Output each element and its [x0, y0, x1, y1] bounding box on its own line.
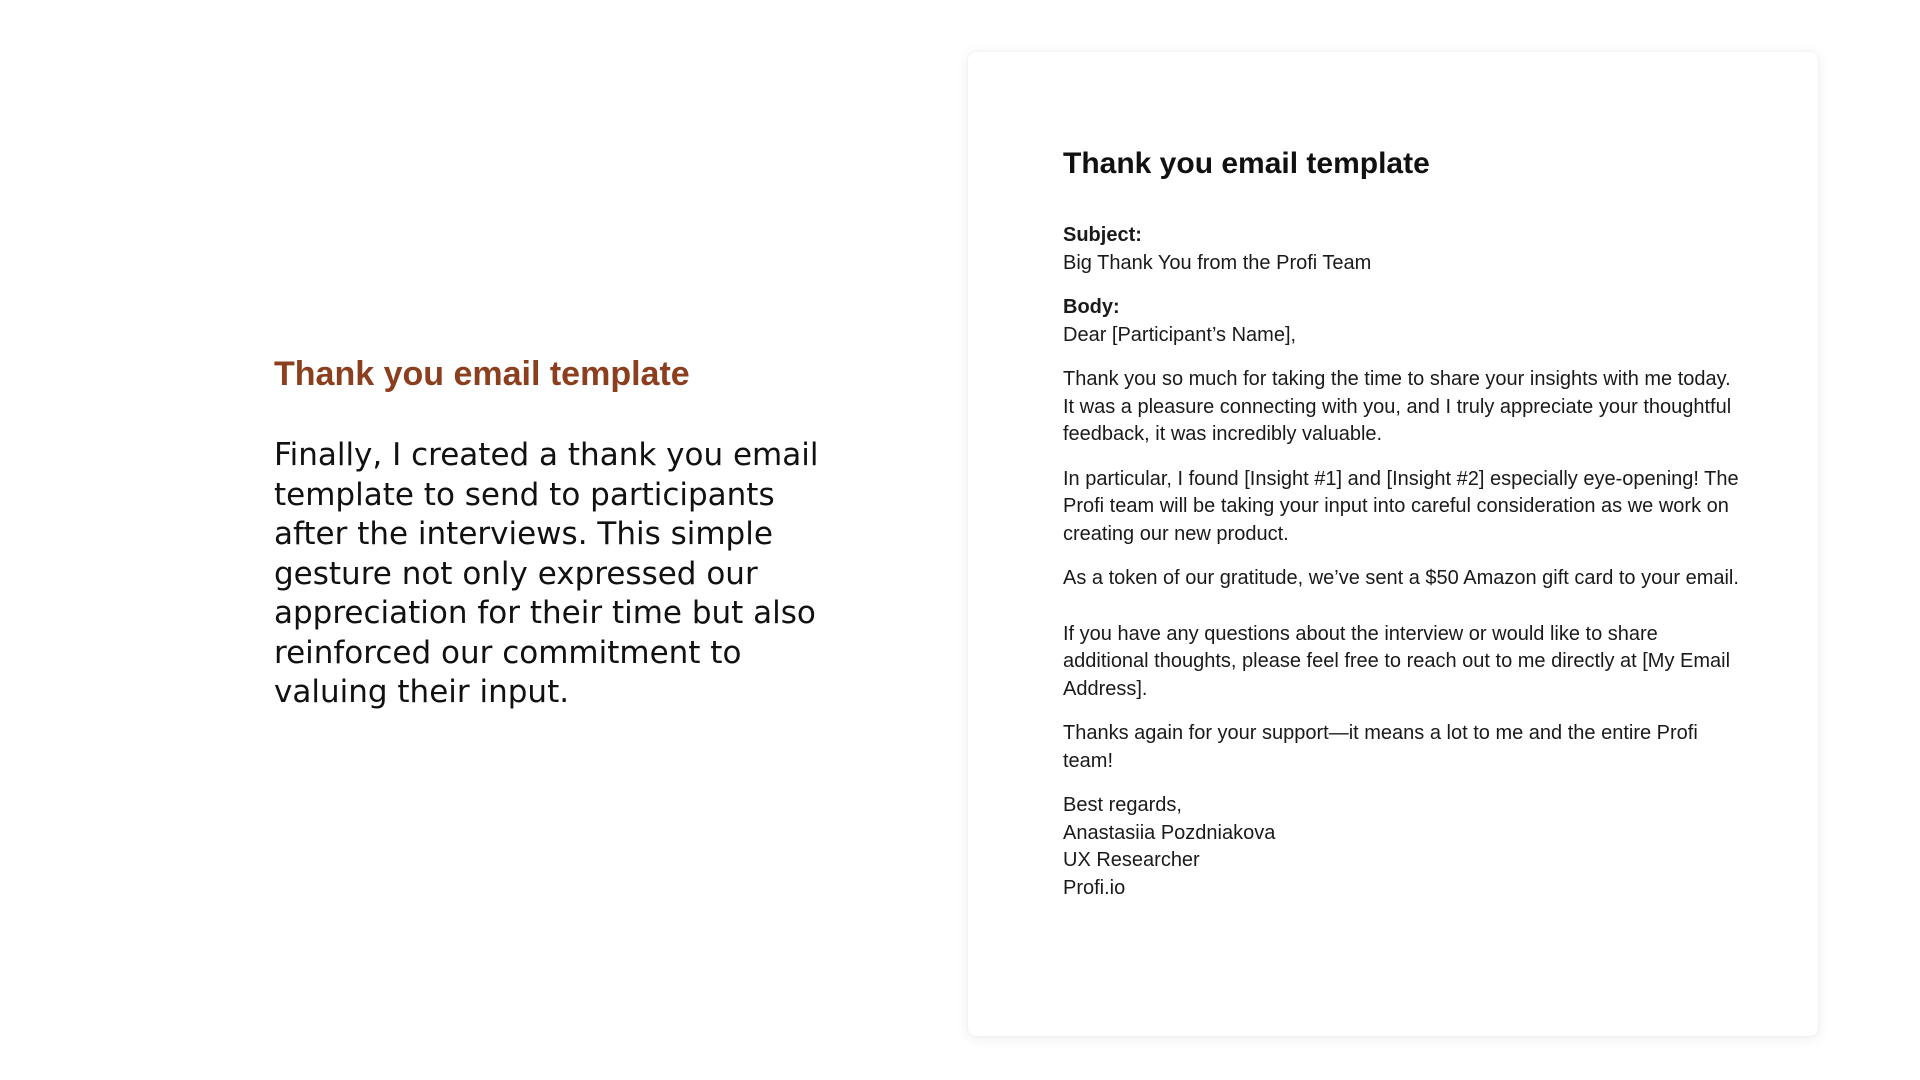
intro-section — [274, 352, 874, 713]
card-title: Thank you email template — [1063, 147, 1430, 180]
paragraph: In particular, I found [Insight #1] and [Insight #2] especially eye-opening! The Profi team will be taking your input into careful consideration as we work on creating our new product. — [1063, 467, 1739, 545]
subject-block — [1063, 222, 1743, 277]
email-template-card — [968, 52, 1818, 1036]
paragraph: If you have any questions about the interview or would like to share additional thoughts, please feel free to reach out to me directly at [My Email Address]. — [1063, 622, 1731, 700]
signature — [1063, 792, 1743, 902]
greeting: Dear [Participant’s Name], — [1063, 323, 1297, 346]
signature-company: Profi.io — [1063, 876, 1126, 899]
subject-value: Big Thank You from the Profi Team — [1063, 251, 1372, 274]
subject-label: Subject: — [1063, 224, 1142, 246]
signature-name: Anastasiia Pozdniakova — [1063, 821, 1276, 844]
signature-closing: Best regards, — [1063, 794, 1182, 816]
signature-role: UX Researcher — [1063, 849, 1200, 871]
email-template-content — [1063, 144, 1743, 919]
body-label: Body: — [1063, 296, 1120, 318]
body-block — [1063, 294, 1743, 349]
intro-title: Thank you email template — [274, 355, 690, 393]
intro-text: Finally, I created a thank you email template to send to participants after the interviews. This simple gesture not only expressed our appreciation for their time but also reinforced our commitment to valuing their input. — [274, 437, 819, 710]
paragraph: Thanks again for your support—it means a lot to me and the entire Profi team! — [1063, 722, 1698, 772]
paragraph: As a token of our gratitude, we’ve sent a $50 Amazon gift card to your email. — [1063, 567, 1739, 589]
paragraph: Thank you so much for taking the time to share your insights with me today. It was a pleasure connecting with you, and I truly appreciate your thoughtful feedback, it was incredibly valuable. — [1063, 368, 1732, 445]
